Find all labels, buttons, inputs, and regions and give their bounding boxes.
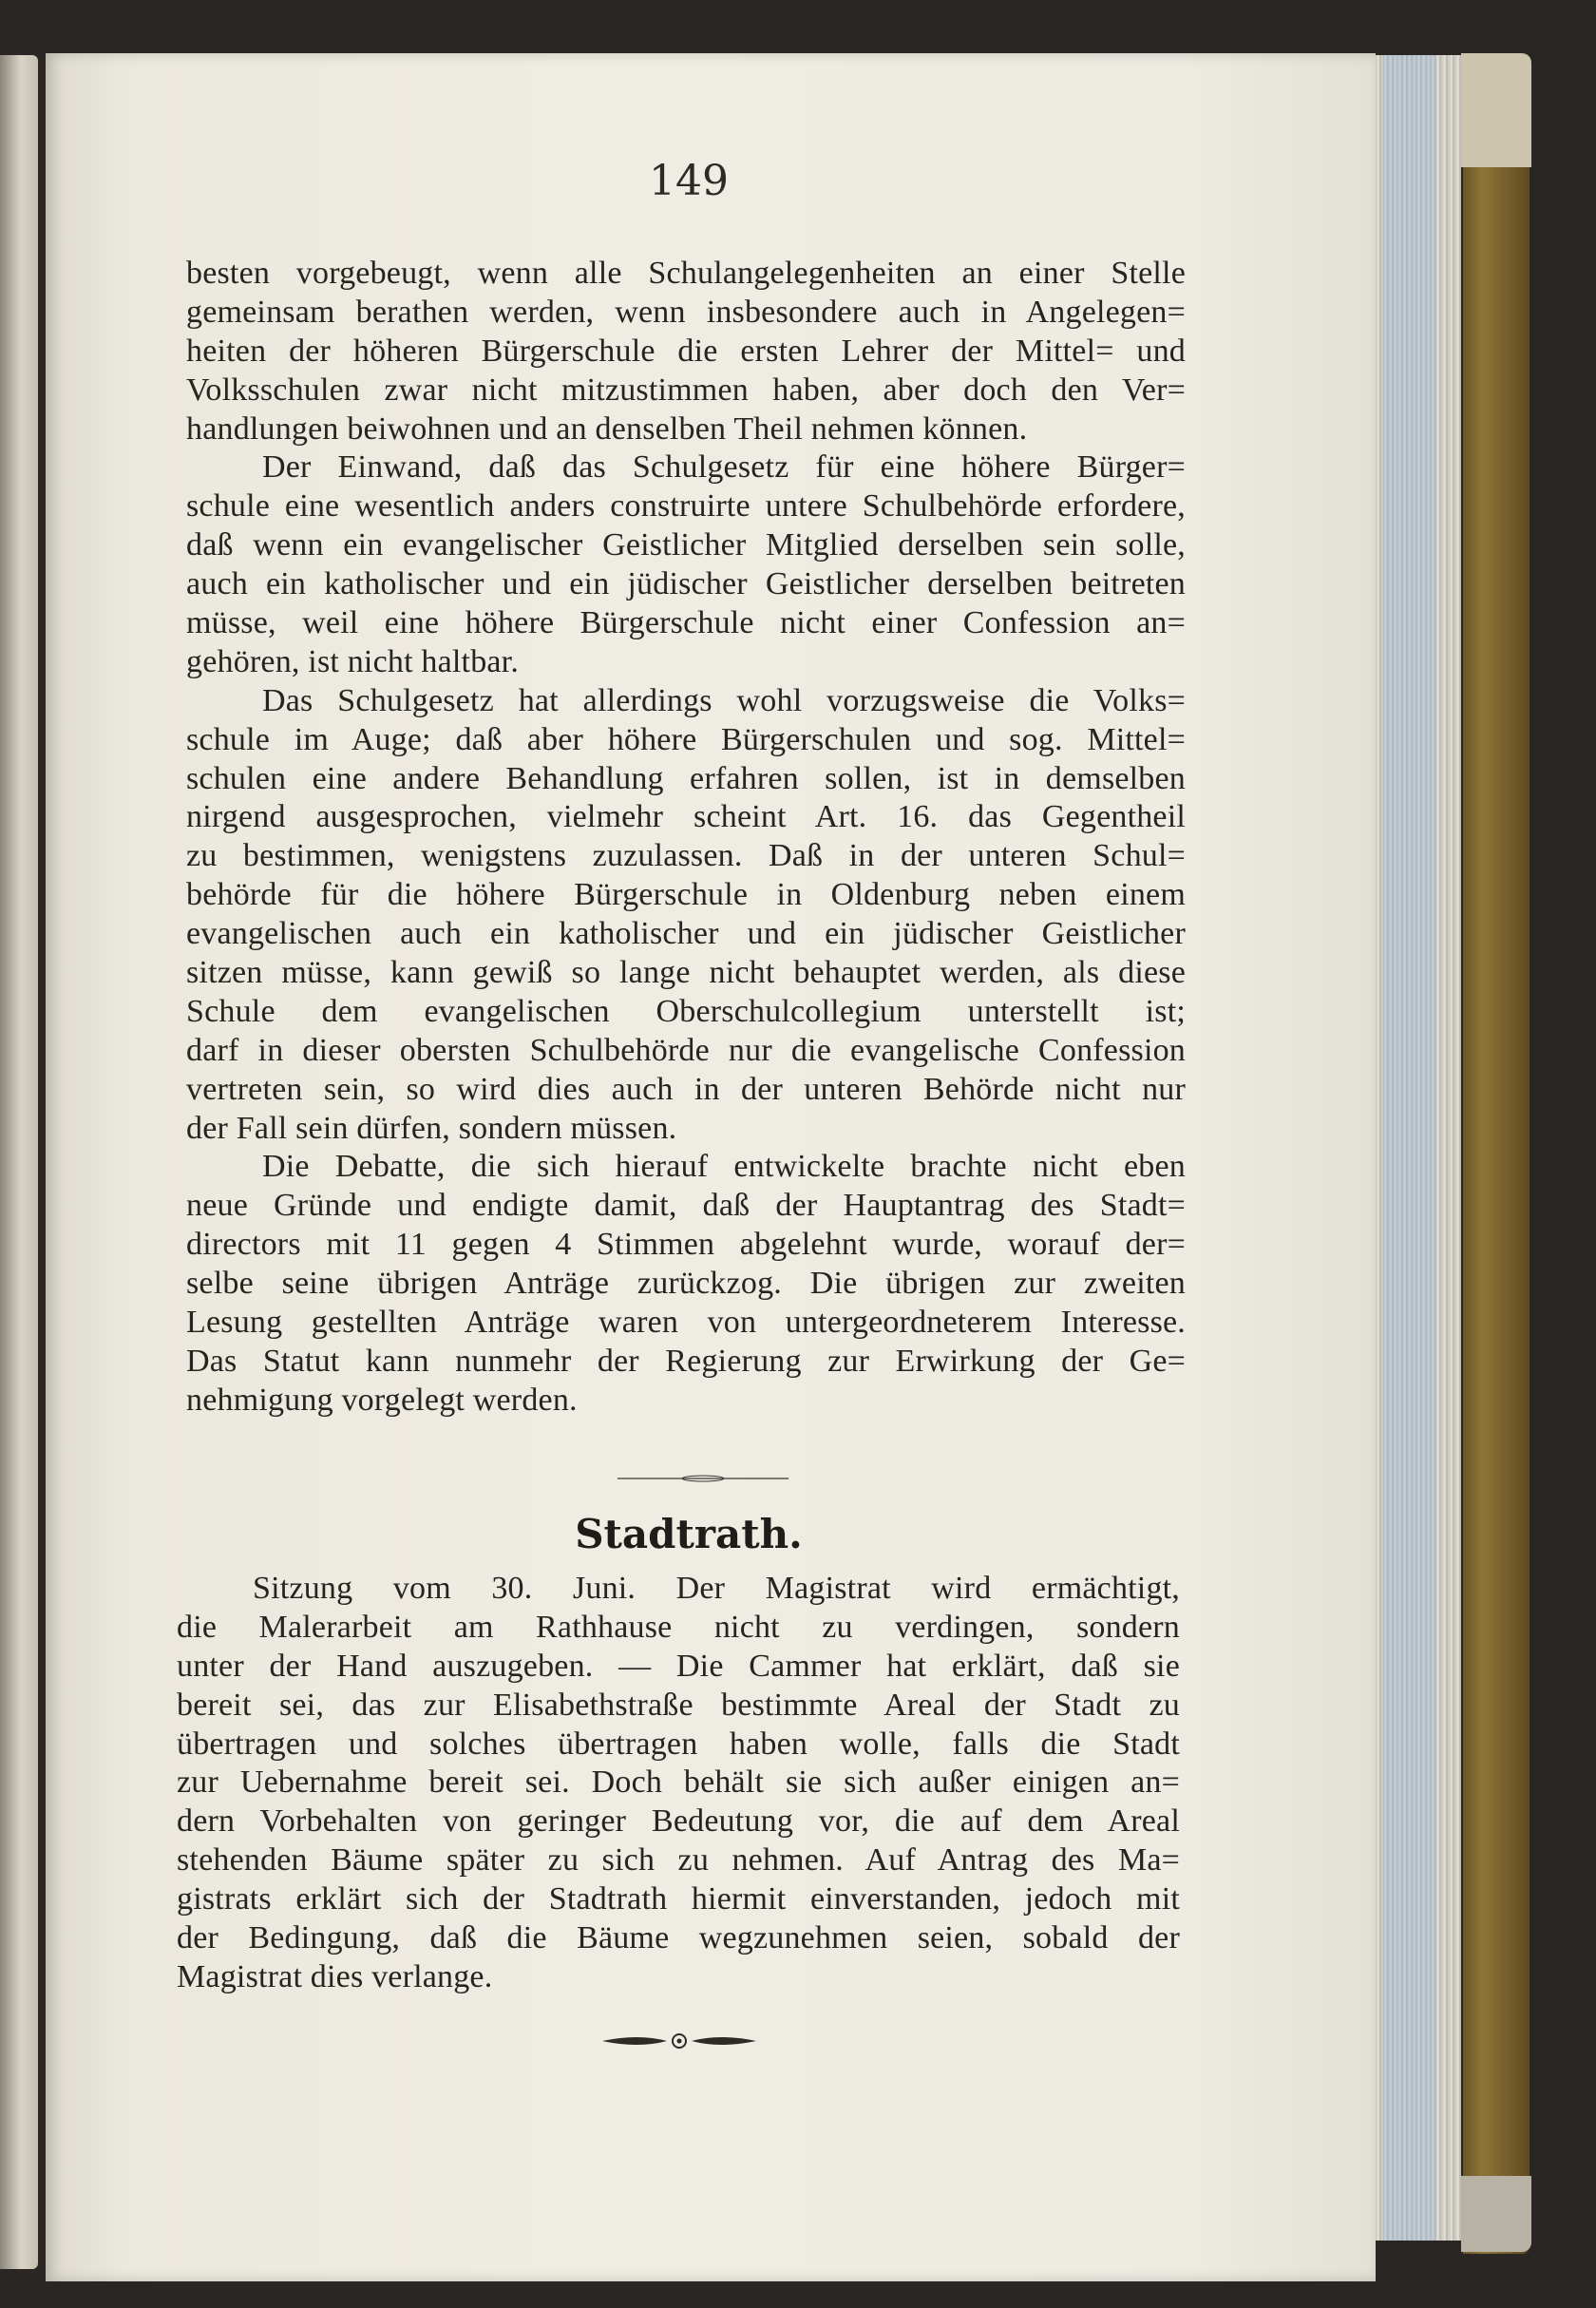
text-line: zur Uebernahme bereit sei. Doch behält sie sich außer einigen an= xyxy=(177,1764,1180,1801)
text-line: stehenden Bäume später zu sich zu nehmen. Auf Antrag des Ma= xyxy=(177,1842,1180,1879)
text-line: Sitzung vom 30. Juni. Der Magistrat wird ermächtigt, xyxy=(253,1571,1180,1606)
page-stack-edge xyxy=(1376,55,1461,2241)
text-line: schule eine wesentlich anders construirte untere Schulbehörde erfordere, xyxy=(186,488,1186,525)
text-line: gemeinsam berathen werden, wenn insbesondere auch in Angelegen= xyxy=(186,294,1186,330)
cover-corner-top xyxy=(1461,53,1531,167)
text-line: der Fall sein dürfen, sondern müssen. xyxy=(186,1110,677,1146)
text-line: Das Schulgesetz hat allerdings wohl vorzugsweise die Volks= xyxy=(262,682,1186,718)
page-edge-tint xyxy=(1383,55,1436,2241)
text-line: nirgend ausgesprochen, vielmehr scheint Art. 16. das Gegentheil xyxy=(186,799,1186,835)
body-text-section-2 xyxy=(177,1570,1180,1997)
text-line: übertragen und solches übertragen haben wolle, falls die Stadt xyxy=(177,1726,1180,1762)
text-line: evangelischen auch ein katholischer und ein jüdischer Geistlicher xyxy=(186,916,1186,952)
ornament-icon xyxy=(600,2030,758,2052)
text-line: sitzen müsse, kann gewiß so lange nicht behauptet werden, als diese xyxy=(186,955,1186,991)
text-line: gistrats erklärt sich der Stadtrath hiermit einverstanden, jedoch mit xyxy=(177,1881,1180,1917)
text-line: nehmigung vorgelegt werden. xyxy=(186,1382,578,1418)
text-line: darf in dieser obersten Schulbehörde nur die evangelische Confession xyxy=(186,1032,1186,1068)
text-line: neue Gründe und endigte damit, daß der Hauptantrag des Stadt= xyxy=(186,1188,1186,1224)
text-line: heiten der höheren Bürgerschule die ersten Lehrer der Mittel= und xyxy=(186,333,1186,369)
text-line: die Malerarbeit am Rathhause nicht zu verdingen, sondern xyxy=(177,1609,1180,1645)
text-line: zu bestimmen, wenigstens zuzulassen. Daß in der unteren Schul= xyxy=(186,838,1186,874)
text-line: directors mit 11 gegen 4 Stimmen abgelehnt wurde, worauf der= xyxy=(186,1227,1186,1263)
text-line: besten vorgebeugt, wenn alle Schulangelegenheiten an einer Stelle xyxy=(186,256,1186,291)
cover-corner-bottom xyxy=(1461,2176,1531,2252)
text-line: dern Vorbehalten von geringer Bedeutung vor, die auf dem Areal xyxy=(177,1803,1180,1840)
section-heading: Stadtrath. xyxy=(575,1511,803,1557)
text-line: Die Debatte, die sich hierauf entwickelte brachte nicht eben xyxy=(262,1149,1186,1185)
text-line: Der Einwand, daß das Schulgesetz für eine höhere Bürger= xyxy=(262,449,1186,486)
text-line: bereit sei, das zur Elisabethstraße bestimmte Areal der Stadt zu xyxy=(177,1687,1180,1723)
book-cover xyxy=(1463,59,1530,2254)
text-line: daß wenn ein evangelischer Geistlicher Mitglied derselben sein solle, xyxy=(186,527,1186,563)
text-line: selbe seine übrigen Anträge zurückzog. Die übrigen zur zweiten xyxy=(186,1266,1186,1302)
text-line: schule im Auge; daß aber höhere Bürgerschulen und sog. Mittel= xyxy=(186,721,1186,757)
separator-rule xyxy=(618,1471,788,1486)
text-line: handlungen beiwohnen und an denselben Theil nehmen können. xyxy=(186,410,1028,447)
text-line: Volksschulen zwar nicht mitzustimmen haben, aber doch den Ver= xyxy=(186,372,1186,408)
text-line: Magistrat dies verlange. xyxy=(177,1958,493,1994)
page-number: 149 xyxy=(649,157,729,205)
text-line: Das Statut kann nunmehr der Regierung zur Erwirkung der Ge= xyxy=(186,1343,1186,1379)
text-line: vertreten sein, so wird dies auch in der unteren Behörde nicht nur xyxy=(186,1071,1186,1107)
left-page-edge xyxy=(0,55,38,2269)
text-line: Schule dem evangelischen Oberschulcollegium unterstellt ist; xyxy=(186,993,1186,1029)
text-line: gehören, ist nicht haltbar. xyxy=(186,643,520,679)
text-line: müsse, weil eine höhere Bürgerschule nicht einer Confession an= xyxy=(186,605,1186,641)
text-line: unter der Hand auszugeben. — Die Cammer hat erklärt, daß sie xyxy=(177,1648,1180,1684)
text-line: schulen eine andere Behandlung erfahren sollen, ist in demselben xyxy=(186,760,1186,796)
text-line: behörde für die höhere Bürgerschule in Oldenburg neben einem xyxy=(186,877,1186,913)
text-line: auch ein katholischer und ein jüdischer Geistlicher derselben beitreten xyxy=(186,566,1186,602)
body-text-section-1 xyxy=(186,255,1186,1421)
text-line: der Bedingung, daß die Bäume wegzunehmen seien, sobald der xyxy=(177,1920,1180,1956)
text-line: Lesung gestellten Anträge waren von untergeordneterem Interesse. xyxy=(186,1305,1186,1341)
